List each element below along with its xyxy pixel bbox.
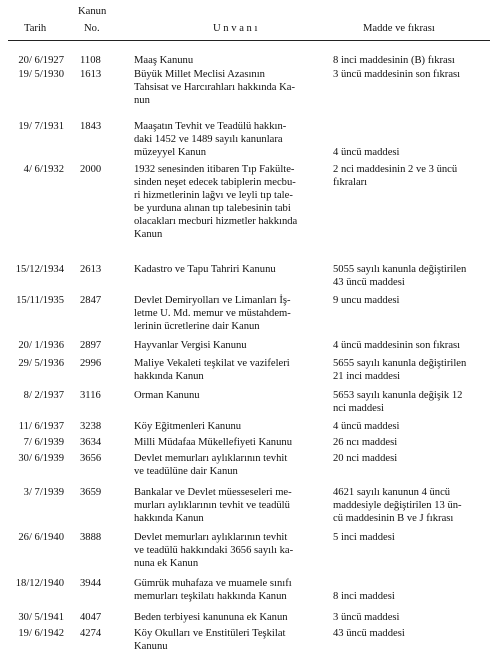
unvani-line: nun	[134, 95, 150, 106]
cell-madde	[333, 294, 491, 307]
header-madde: Madde ve fıkrası	[363, 23, 435, 34]
madde-line: 5655 sayılı kanunla değiştirilen	[333, 358, 467, 369]
cell-tarih: 19/ 5/1930	[18, 69, 64, 80]
header-unvani: U n v a n ı	[213, 23, 258, 34]
unvani-line: Maaşatın Tevhit ve Teadülü hakkın-	[134, 121, 287, 132]
cell-unvani	[134, 357, 322, 383]
madde-line: 43 üncü maddesi	[333, 628, 405, 639]
cell-kanun-no: 2897	[80, 340, 102, 351]
unvani-line: sinden neşet edecek tabiplerin mecbu-	[134, 177, 296, 188]
unvani-line: Devlet memurları aylıklarının tevhit	[134, 453, 288, 464]
cell-tarih: 20/ 6/1927	[18, 55, 64, 66]
cell-unvani	[134, 339, 322, 352]
cell-unvani	[134, 577, 322, 603]
unvani-line: Gümrük muhafaza ve muamele sınıfı	[134, 578, 292, 589]
cell-tarih: 20/ 1/1936	[18, 340, 64, 351]
unvani-line: hakkında Kanun	[134, 371, 204, 382]
cell-unvani	[134, 68, 322, 107]
cell-tarih: 19/ 7/1931	[18, 121, 64, 132]
unvani-line: Devlet memurları aylıklarının tevhit	[134, 532, 288, 543]
madde-line: 4621 sayılı kanunun 4 üncü	[333, 487, 451, 498]
madde-line: 8 inci maddesinin (B) fıkrası	[333, 55, 455, 66]
cell-kanun-no: 1843	[80, 121, 102, 132]
madde-line: 2 nci maddesinin 2 ve 3 üncü	[333, 164, 458, 175]
cell-kanun-no: 4274	[80, 628, 102, 639]
madde-line: 43 üncü maddesi	[333, 277, 405, 288]
madde-line: fıkraları	[333, 177, 368, 188]
unvani-line: Tahsisat ve Harcırahları hakkında Ka-	[134, 82, 296, 93]
cell-tarih: 11/ 6/1937	[18, 421, 64, 432]
cell-tarih: 29/ 5/1936	[18, 358, 64, 369]
cell-madde	[333, 120, 491, 159]
cell-unvani	[134, 163, 322, 241]
header-no: No.	[84, 23, 100, 34]
unvani-line: daki 1452 ve 1489 sayılı kanunlara	[134, 134, 283, 145]
unvani-line: Milli Müdafaa Mükellefiyeti Kanunu	[134, 437, 292, 448]
cell-madde	[333, 577, 491, 603]
unvani-line: hakkında Kanun	[134, 513, 204, 524]
cell-madde	[333, 531, 491, 544]
cell-tarih: 15/11/1935	[16, 295, 64, 306]
unvani-line: lerinin ücretlerine dair Kanun	[134, 321, 260, 332]
cell-madde	[333, 420, 491, 433]
cell-madde	[333, 339, 491, 352]
cell-tarih: 15/12/1934	[15, 264, 64, 275]
unvani-line: olacakları mecburi hizmetler hakkında	[134, 216, 298, 227]
cell-kanun-no: 2996	[80, 358, 102, 369]
cell-tarih: 8/ 2/1937	[23, 390, 64, 401]
cell-madde	[333, 486, 491, 525]
header-rule	[8, 40, 490, 41]
unvani-line: Kadastro ve Tapu Tahriri Kanunu	[134, 264, 276, 275]
madde-line: 5055 sayılı kanunla değiştirilen	[333, 264, 467, 275]
madde-line: 3 üncü maddesinin son fıkrası	[333, 69, 461, 80]
cell-tarih: 30/ 5/1941	[18, 612, 64, 623]
cell-unvani	[134, 627, 322, 653]
madde-line: 4 üncü maddesi	[333, 421, 400, 432]
madde-line: 20 nci maddesi	[333, 453, 398, 464]
cell-kanun-no: 3659	[80, 487, 102, 498]
cell-tarih: 3/ 7/1939	[23, 487, 64, 498]
cell-tarih: 4/ 6/1932	[23, 164, 64, 175]
cell-madde	[333, 436, 491, 449]
cell-madde	[333, 163, 491, 189]
cell-unvani	[134, 611, 322, 624]
cell-kanun-no: 3238	[80, 421, 102, 432]
cell-kanun-no: 3944	[80, 578, 102, 589]
cell-unvani	[134, 531, 322, 570]
madde-line: maddesiyle değiştirilen 13 ün-	[333, 500, 462, 511]
madde-line: 9 uncu maddesi	[333, 295, 400, 306]
unvani-line: Hayvanlar Vergisi Kanunu	[134, 340, 247, 351]
unvani-line: ve teadülüne dair Kanun	[134, 466, 238, 477]
cell-unvani	[134, 420, 322, 433]
cell-unvani	[134, 263, 322, 276]
cell-kanun-no: 1613	[80, 69, 102, 80]
cell-kanun-no: 1108	[80, 55, 101, 66]
unvani-line: 1932 senesinden itibaren Tıp Fakülte-	[134, 164, 295, 175]
cell-kanun-no: 3116	[80, 390, 101, 401]
cell-kanun-no: 2847	[80, 295, 102, 306]
madde-line: 4 üncü maddesi	[333, 147, 400, 158]
unvani-line: ve teadülü hakkındaki 3656 sayılı ka-	[134, 545, 294, 556]
cell-unvani	[134, 54, 322, 67]
cell-madde	[333, 54, 491, 67]
cell-unvani	[134, 294, 322, 333]
cell-madde	[333, 263, 491, 289]
unvani-line: Maaş Kanunu	[134, 55, 194, 66]
cell-tarih: 19/ 6/1942	[18, 628, 64, 639]
madde-line: 5 inci maddesi	[333, 532, 395, 543]
cell-kanun-no: 3888	[80, 532, 102, 543]
unvani-line: be yurduna alınan tıp talebesinin tabi	[134, 203, 291, 214]
unvani-line: Köy Okulları ve Enstitüleri Teşkilat	[134, 628, 286, 639]
madde-line	[333, 133, 491, 146]
unvani-line: Orman Kanunu	[134, 390, 200, 401]
cell-madde	[333, 357, 491, 383]
madde-line: 26 ncı maddesi	[333, 437, 398, 448]
madde-line: 4 üncü maddesinin son fıkrası	[333, 340, 461, 351]
unvani-line: Maliye Vekaleti teşkilat ve vazifeleri	[134, 358, 290, 369]
cell-tarih: 30/ 6/1939	[18, 453, 64, 464]
unvani-line: murları aylıklarının tevhit ve teadülü	[134, 500, 290, 511]
cell-madde	[333, 68, 491, 81]
madde-line	[333, 120, 491, 133]
unvani-line: letme U. Md. memur ve müstahdem-	[134, 308, 291, 319]
header-tarih: Tarih	[24, 23, 47, 34]
madde-line: 5653 sayılı kanunla değişik 12	[333, 390, 463, 401]
header-kanun: Kanun	[78, 6, 107, 17]
cell-kanun-no: 2613	[80, 264, 102, 275]
unvani-line: ri hizmetlerinin lağvı ve leyli tıp tale-	[134, 190, 293, 201]
unvani-line: memurları teşkilatı hakkında Kanun	[134, 591, 287, 602]
unvani-line: müzeyyel Kanun	[134, 147, 207, 158]
unvani-line: Kanunu	[134, 641, 168, 652]
cell-kanun-no: 2000	[80, 164, 102, 175]
madde-line: cü maddesinin B ve J fıkrası	[333, 513, 454, 524]
madde-line	[333, 577, 491, 590]
unvani-line: Köy Eğitmenleri Kanunu	[134, 421, 242, 432]
cell-madde	[333, 627, 491, 640]
cell-tarih: 18/12/1940	[15, 578, 64, 589]
cell-madde	[333, 389, 491, 415]
madde-line: 3 üncü maddesi	[333, 612, 400, 623]
cell-unvani	[134, 389, 322, 402]
cell-kanun-no: 3656	[80, 453, 102, 464]
cell-unvani	[134, 452, 322, 478]
unvani-line: Devlet Demiryolları ve Limanları İş-	[134, 295, 291, 306]
cell-madde	[333, 611, 491, 624]
madde-line: nci maddesi	[333, 403, 384, 414]
cell-kanun-no: 3634	[80, 437, 102, 448]
cell-tarih: 7/ 6/1939	[23, 437, 64, 448]
cell-tarih: 26/ 6/1940	[18, 532, 64, 543]
madde-line: 8 inci maddesi	[333, 591, 395, 602]
cell-kanun-no: 4047	[80, 612, 102, 623]
unvani-line: Kanun	[134, 229, 163, 240]
cell-madde	[333, 452, 491, 465]
cell-unvani	[134, 120, 322, 159]
madde-line: 21 inci maddesi	[333, 371, 401, 382]
unvani-line: Beden terbiyesi kanununa ek Kanun	[134, 612, 288, 623]
cell-unvani	[134, 486, 322, 525]
unvani-line: Bankalar ve Devlet müesseseleri me-	[134, 487, 292, 498]
cell-unvani	[134, 436, 322, 449]
unvani-line: nuna ek Kanun	[134, 558, 199, 569]
unvani-line: Büyük Millet Meclisi Azasının	[134, 69, 265, 80]
